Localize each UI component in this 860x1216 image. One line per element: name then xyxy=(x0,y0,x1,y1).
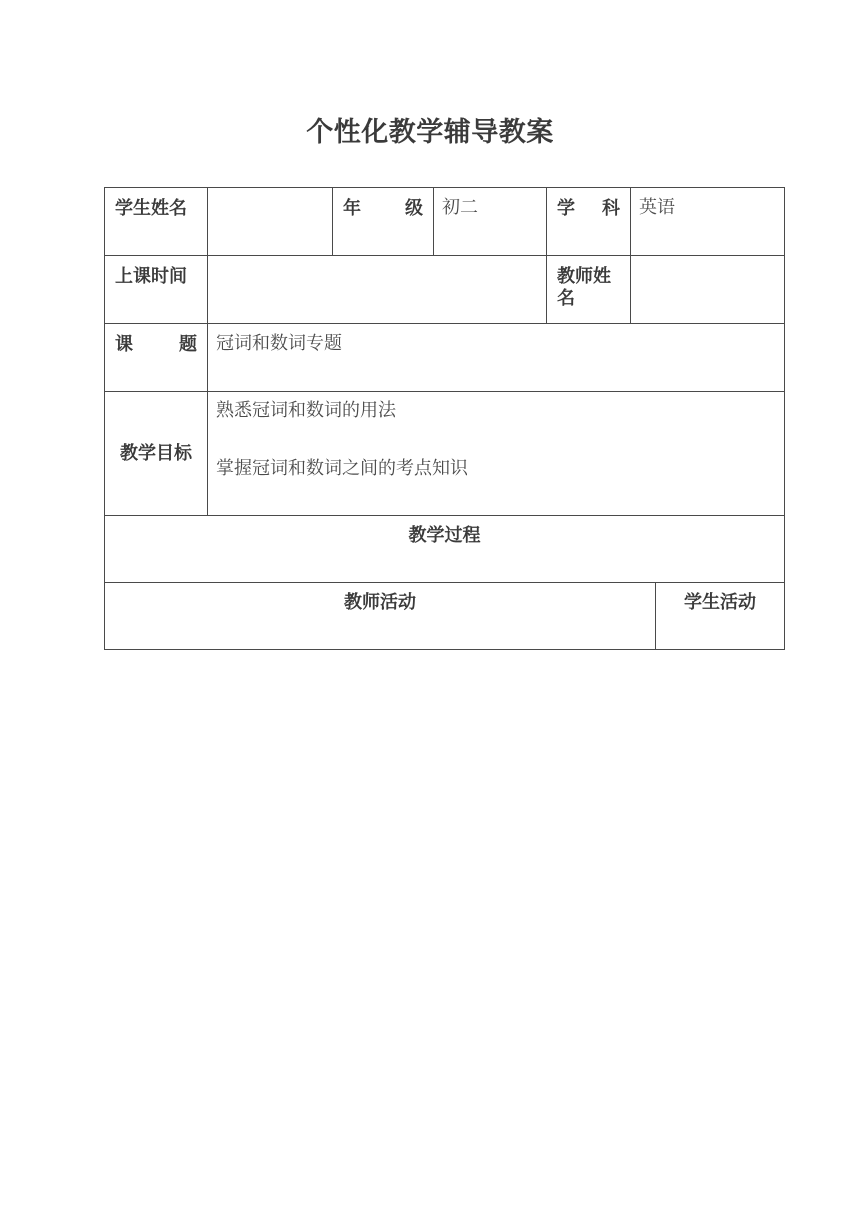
teacher-name-value[interactable] xyxy=(631,256,785,324)
teacher-activity-header: 教师活动 xyxy=(105,583,656,650)
lesson-plan-table xyxy=(104,187,785,650)
topic-value[interactable]: 冠词和数词专题 xyxy=(208,324,785,392)
teaching-goals-label: 教学目标 xyxy=(105,392,208,516)
table-row-time-teacher xyxy=(105,256,785,324)
teacher-name-label: 教师姓名 xyxy=(547,256,631,324)
student-activity-header: 学生活动 xyxy=(656,583,785,650)
table-row-process-heading xyxy=(105,516,785,583)
grade-label-char-2: 级 xyxy=(405,198,423,219)
student-name-value[interactable] xyxy=(208,188,333,256)
topic-label xyxy=(105,324,208,392)
table-row-topic xyxy=(105,324,785,392)
page-title: 个性化教学辅导教案 xyxy=(306,117,554,148)
table-row-basic-info xyxy=(105,188,785,256)
class-time-label: 上课时间 xyxy=(105,256,208,324)
topic-label-char-2: 题 xyxy=(179,334,197,355)
teaching-goals-cell[interactable] xyxy=(208,392,785,516)
table-row-activities xyxy=(105,583,785,650)
teaching-goal-item: 掌握冠词和数词之间的考点知识 xyxy=(216,458,468,479)
grade-label xyxy=(333,188,434,256)
table-row-goals xyxy=(105,392,785,516)
subject-label-char-2: 科 xyxy=(602,198,620,219)
teaching-goal-item: 熟悉冠词和数词的用法 xyxy=(216,400,396,421)
teaching-process-heading: 教学过程 xyxy=(105,516,785,583)
subject-label xyxy=(547,188,631,256)
class-time-value[interactable] xyxy=(208,256,547,324)
grade-label-char-1: 年 xyxy=(343,198,361,219)
subject-label-char-1: 学 xyxy=(557,198,575,219)
grade-value[interactable]: 初二 xyxy=(434,188,547,256)
student-name-label: 学生姓名 xyxy=(105,188,208,256)
subject-value[interactable]: 英语 xyxy=(631,188,785,256)
topic-label-char-1: 课 xyxy=(115,334,133,355)
